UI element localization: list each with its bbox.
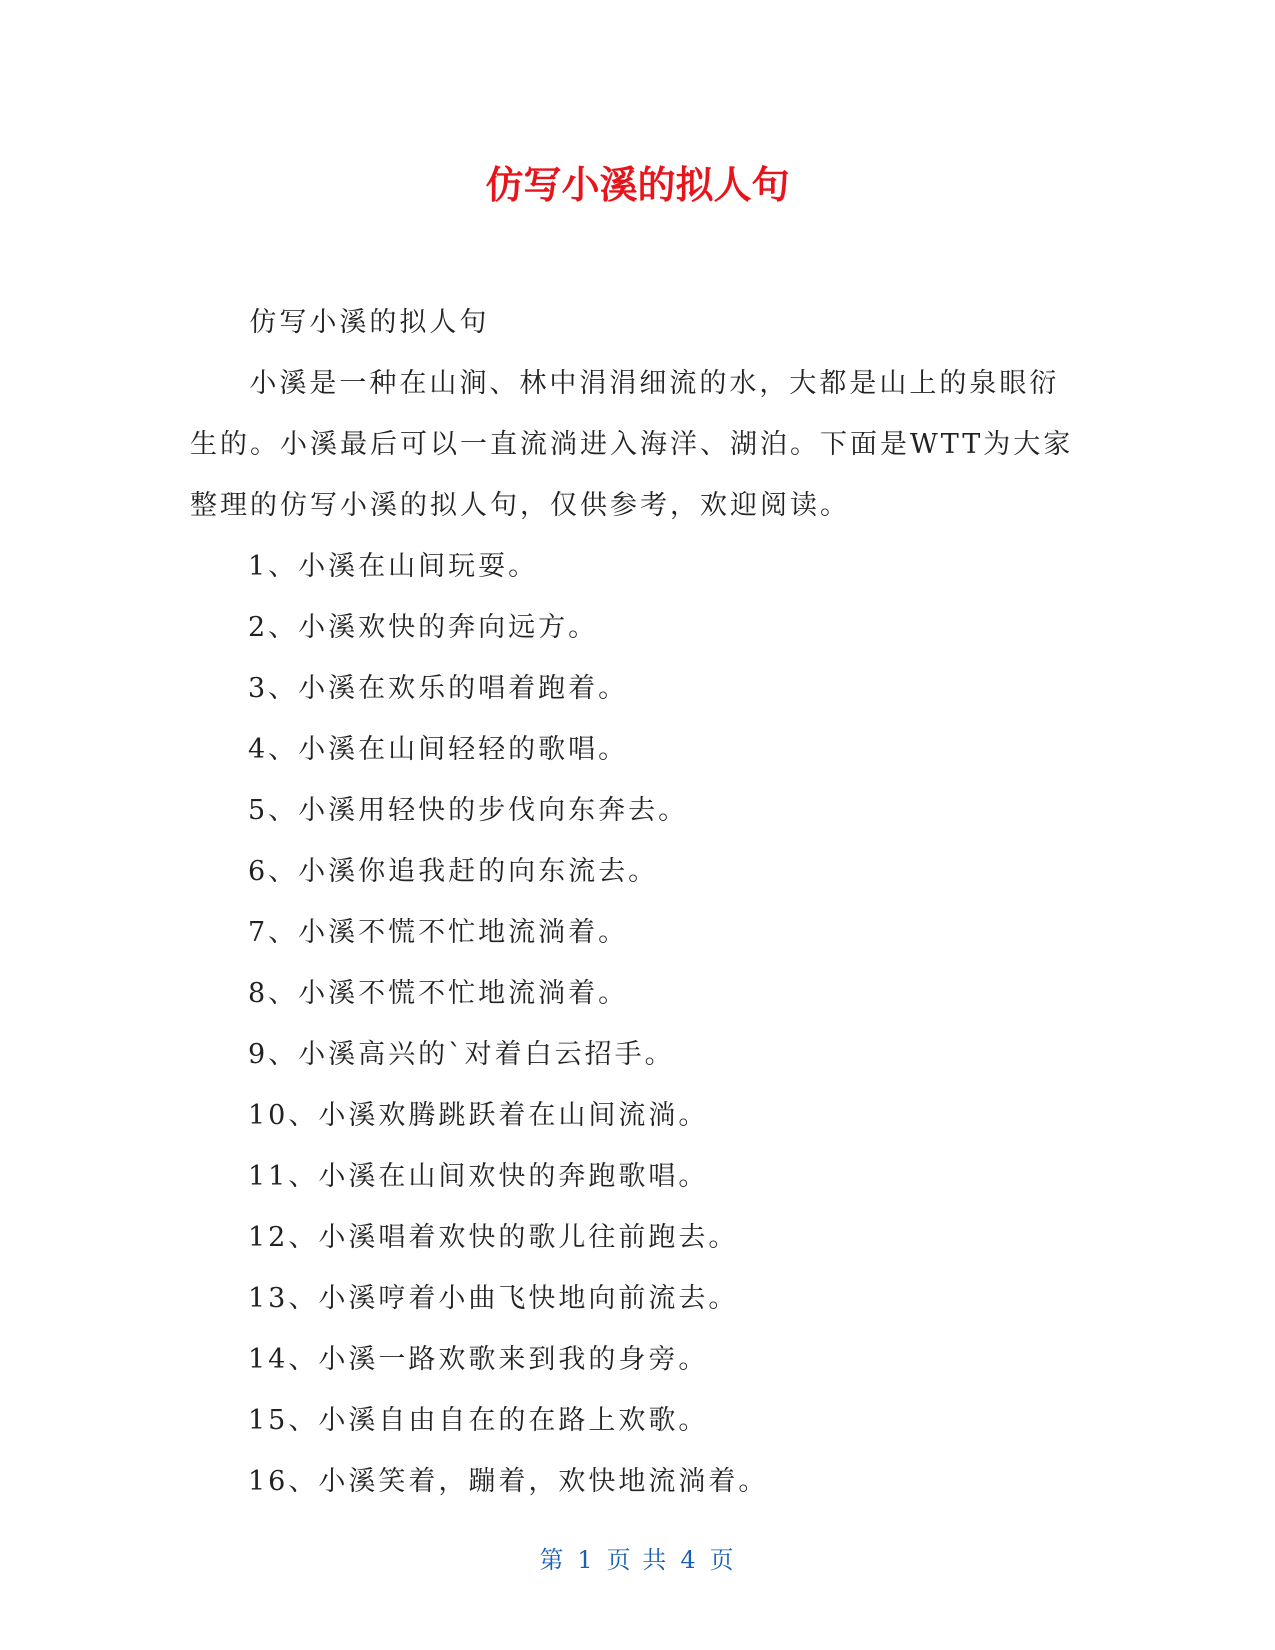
footer-prefix: 第 bbox=[539, 1546, 566, 1574]
list-item: 1、小溪在山间玩耍。 bbox=[248, 551, 539, 582]
list-item: 6、小溪你追我赶的向东流去。 bbox=[248, 856, 659, 887]
list-item: 9、小溪高兴的`对着白云招手。 bbox=[248, 1039, 675, 1070]
page-footer bbox=[0, 1544, 1275, 1576]
list-item: 10、小溪欢腾跳跃着在山间流淌。 bbox=[248, 1100, 709, 1131]
list-item: 7、小溪不慌不忙地流淌着。 bbox=[248, 917, 629, 948]
list-item: 2、小溪欢快的奔向远方。 bbox=[248, 612, 599, 643]
list-item: 4、小溪在山间轻轻的歌唱。 bbox=[248, 734, 629, 765]
total-pages-number: 4 bbox=[680, 1546, 698, 1574]
list-item: 12、小溪唱着欢快的歌儿往前跑去。 bbox=[248, 1222, 739, 1253]
footer-middle: 页 共 bbox=[606, 1546, 669, 1574]
list-item: 5、小溪用轻快的步伐向东奔去。 bbox=[248, 795, 689, 826]
subtitle: 仿写小溪的拟人句 bbox=[249, 307, 490, 338]
document-body bbox=[190, 292, 1085, 1512]
list-item: 13、小溪哼着小曲飞快地向前流去。 bbox=[248, 1283, 739, 1314]
list-item: 8、小溪不慌不忙地流淌着。 bbox=[248, 978, 629, 1009]
list-item: 11、小溪在山间欢快的奔跑歌唱。 bbox=[248, 1161, 709, 1192]
page-title: 仿写小溪的拟人句 bbox=[485, 163, 790, 207]
current-page-number: 1 bbox=[577, 1546, 595, 1574]
footer-suffix: 页 bbox=[709, 1546, 736, 1574]
list-item: 14、小溪一路欢歌来到我的身旁。 bbox=[248, 1344, 709, 1375]
list-item: 3、小溪在欢乐的唱着跑着。 bbox=[248, 673, 629, 704]
sentence-list bbox=[190, 536, 1085, 1512]
list-item: 16、小溪笑着，蹦着，欢快地流淌着。 bbox=[248, 1466, 769, 1497]
list-item: 15、小溪自由自在的在路上欢歌。 bbox=[248, 1405, 709, 1436]
intro-paragraph: 小溪是一种在山涧、林中涓涓细流的水，大都是山上的泉眼衍生的。小溪最后可以一直流淌进入海洋、湖泊。下面是WTT为大家整理的仿写小溪的拟人句，仅供参考，欢迎阅读。 bbox=[190, 368, 1074, 521]
